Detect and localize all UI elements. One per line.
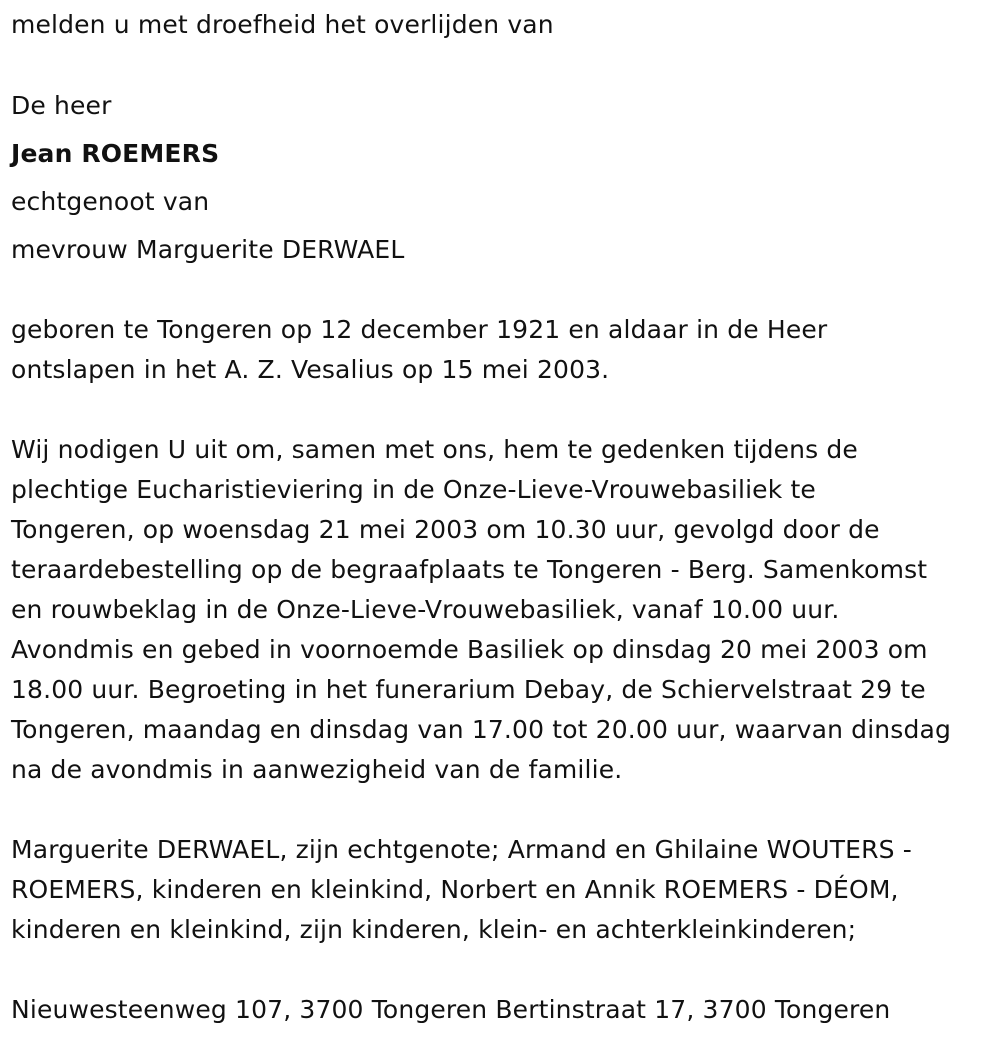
spouse-name: mevrouw Marguerite DERWAEL bbox=[11, 235, 405, 264]
ceremony-line: en rouwbeklag in de Onze-Lieve-Vrouwebasiliek, vanaf 10.00 uur. bbox=[11, 595, 840, 624]
deceased-name: Jean ROEMERS bbox=[11, 139, 220, 168]
ceremony-line: plechtige Eucharistieviering in de Onze-Lieve-Vrouwebasiliek te bbox=[11, 475, 816, 504]
ceremony-line: na de avondmis in aanwezigheid van de familie. bbox=[11, 755, 623, 784]
relation-text: echtgenoot van bbox=[11, 187, 210, 216]
ceremony-line: Tongeren, op woensdag 21 mei 2003 om 10.30 uur, gevolgd door de bbox=[11, 515, 880, 544]
salutation: De heer bbox=[11, 91, 112, 120]
ceremony-line: Wij nodigen U uit om, samen met ons, hem te gedenken tijdens de bbox=[11, 435, 858, 464]
intro-text: melden u met droefheid het overlijden van bbox=[11, 10, 554, 39]
ceremony-line: 18.00 uur. Begroeting in het funerarium Debay, de Schiervelstraat 29 te bbox=[11, 675, 926, 704]
birth-death-line: geboren te Tongeren op 12 december 1921 en aldaar in de Heer bbox=[11, 315, 828, 344]
family-line: Marguerite DERWAEL, zijn echtgenote; Armand en Ghilaine WOUTERS - bbox=[11, 835, 912, 864]
ceremony-line: Tongeren, maandag en dinsdag van 17.00 tot 20.00 uur, waarvan dinsdag bbox=[11, 715, 951, 744]
birth-death-line: ontslapen in het A. Z. Vesalius op 15 mei 2003. bbox=[11, 355, 610, 384]
addresses-line: Nieuwesteenweg 107, 3700 Tongeren Bertinstraat 17, 3700 Tongeren bbox=[11, 995, 891, 1024]
ceremony-line: teraardebestelling op de begraafplaats te Tongeren - Berg. Samenkomst bbox=[11, 555, 928, 584]
ceremony-line: Avondmis en gebed in voornoemde Basiliek op dinsdag 20 mei 2003 om bbox=[11, 635, 928, 664]
family-line: ROEMERS, kinderen en kleinkind, Norbert en Annik ROEMERS - DÉOM, bbox=[11, 875, 899, 904]
family-line: kinderen en kleinkind, zijn kinderen, klein- en achterkleinkinderen; bbox=[11, 915, 857, 944]
